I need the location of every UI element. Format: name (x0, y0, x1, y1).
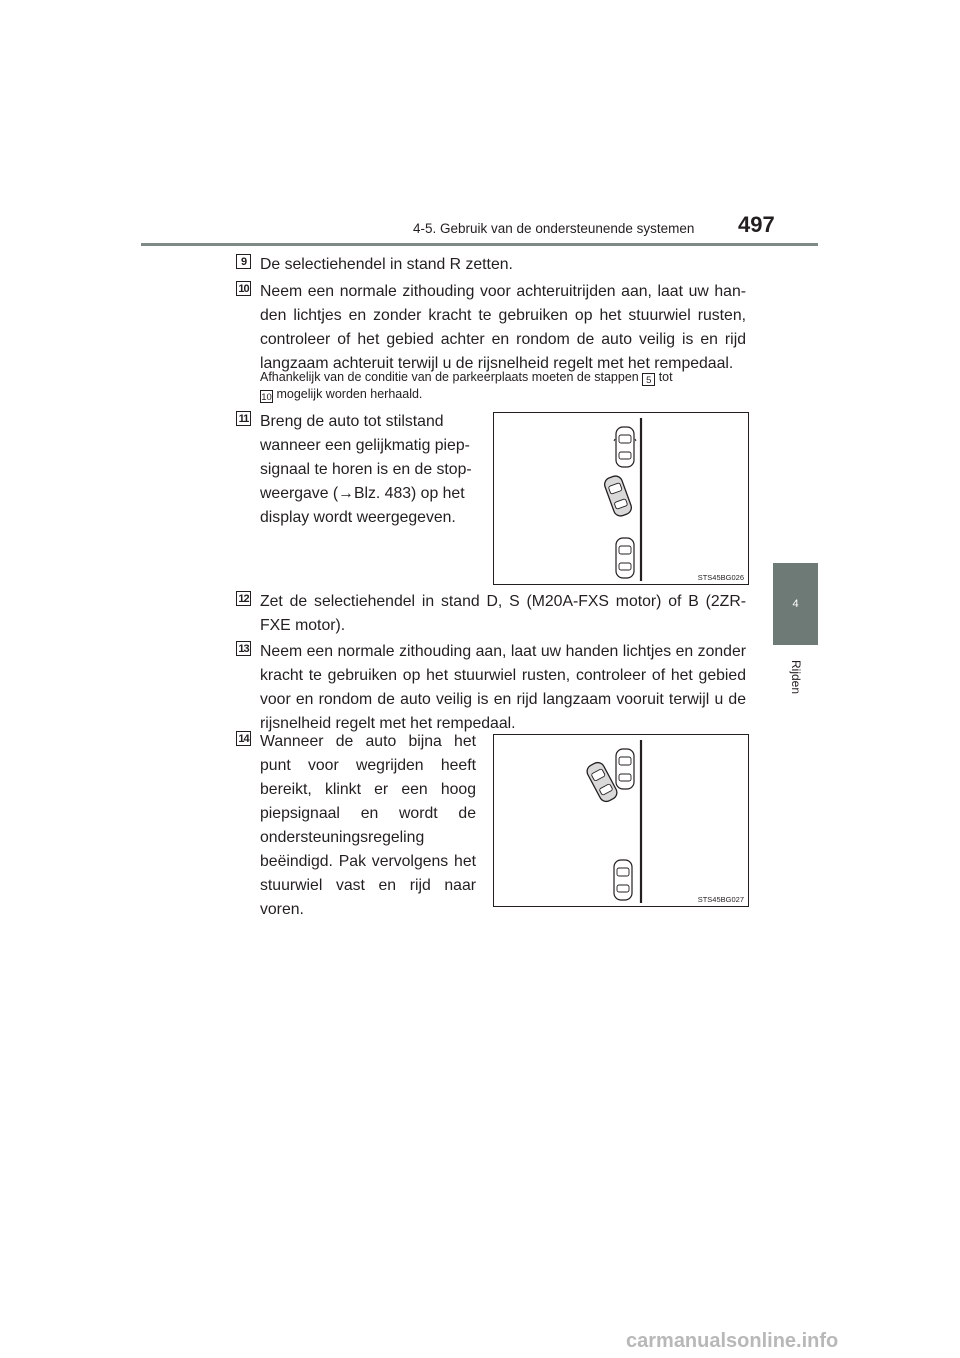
chapter-tab (773, 563, 818, 645)
maneuvering-car (603, 474, 634, 518)
parking-illustration-2 (494, 735, 750, 908)
step-text-13: Neem een normale zithouding aan, laat uw handen lichtjes en zonder kracht te gebruiken op het stuurwiel rusten, controleer of het gebied voor en rondom de auto veilig is en rijd langzaam vooruit terwijl u de rijsnelheid regelt met het rempedaal. (260, 643, 746, 732)
parked-car-rear (616, 538, 634, 578)
chapter-label: Rijden (789, 659, 803, 695)
step-number-12: 12 (236, 591, 251, 606)
page-number: 497 (738, 212, 775, 237)
header-divider (141, 243, 818, 246)
figure-code-1: STS45BG026 (697, 573, 744, 582)
step-number-9: 9 (236, 254, 251, 269)
step-number-11: 11 (236, 411, 251, 426)
step-ref-5: 5 (642, 373, 655, 386)
parking-illustration-1 (494, 413, 750, 586)
chapter-number: 4 (792, 598, 799, 610)
step-number-14: 14 (236, 731, 251, 746)
parking-diagram-2 (493, 734, 749, 907)
step-text-9: De selectiehendel in stand R zetten. (260, 256, 513, 273)
step-text-12: Zet de selectiehendel in stand D, S (M20A-FXS motor) of B (2ZR-FXE motor). (260, 593, 746, 634)
parked-car-front (616, 749, 634, 789)
step-text-14: Wanneer de auto bijna het punt voor wegrijden heeft bereikt, klinkt er een hoog piepsignaal en wordt de ondersteuningsregeling beëindigd. Pak vervolgens het stuurwiel vast en rijd naar voren. (260, 733, 476, 918)
repeat-note: Afhankelijk van de conditie van de parkeerplaats moeten de stappen 5 tot 10 mogelijk worden herhaald. (260, 370, 673, 403)
step-text-10: Neem een normale zithouding voor achteruitrijden aan, laat uw handen lichtjes en zonder kracht te gebruiken op het stuurwiel rusten, controleer of het gebied achter en rondom de auto veilig is en rijd langzaam achteruit terwijl u de rijsnelheid regelt met het rempedaal. (260, 283, 746, 372)
departing-car (585, 760, 620, 804)
section-title: 4-5. Gebruik van de ondersteunende systemen (413, 221, 695, 236)
step-text-11: Breng de auto tot stilstand wanneer een gelijkmatig piepsignaal te horen is en de stopweergave (→Blz. 483) op het display wordt weergegeven. (260, 413, 472, 526)
figure-code-2: STS45BG027 (697, 895, 744, 904)
step-number-13: 13 (236, 641, 251, 656)
step-number-10: 10 (236, 281, 251, 296)
parked-car-front (614, 427, 636, 467)
parking-diagram-1 (493, 412, 749, 585)
step-ref-10: 10 (261, 392, 272, 403)
parked-car-rear (614, 860, 632, 900)
watermark: carmanualsonline.info (626, 1330, 839, 1352)
